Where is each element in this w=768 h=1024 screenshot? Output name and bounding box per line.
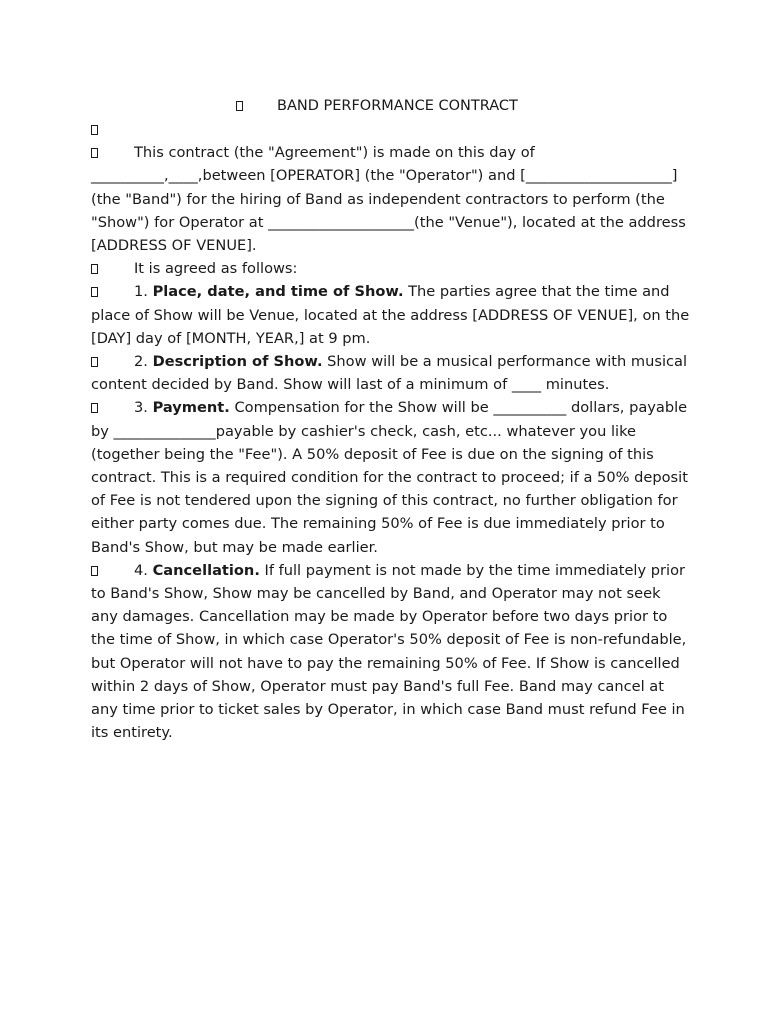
band-blank: [____________________] xyxy=(520,167,678,185)
bullet-box-icon xyxy=(91,403,98,413)
section-number: 1. xyxy=(134,283,148,301)
section-paragraph xyxy=(91,350,691,396)
section-paragraph xyxy=(91,559,691,745)
agreed-paragraph xyxy=(91,257,691,280)
title-line xyxy=(236,96,518,116)
agreed-text: It is agreed as follows: xyxy=(134,260,298,278)
section-text: Show will be a musical performance with musical content decided by Band. Show will last of a minimum of ____ minutes. xyxy=(91,353,688,394)
date-blanks: __________,____, xyxy=(91,167,203,185)
document-body xyxy=(91,118,691,744)
document-title: BAND PERFORMANCE CONTRACT xyxy=(277,98,518,114)
section-heading: Payment. xyxy=(152,399,230,417)
intro-text-2: between [OPERATOR] (the "Operator") and xyxy=(202,167,516,185)
intro-text-4: (the "Venue"), located at the address [ADDRESS OF VENUE]. xyxy=(91,213,686,255)
venue-blank: ____________________ xyxy=(268,213,415,231)
section-number: 3. xyxy=(134,399,148,417)
section-paragraph xyxy=(91,396,691,558)
bullet-box-icon xyxy=(91,264,98,274)
section-text: If full payment is not made by the time immediately prior to Band's Show, Show may be cancelled by Band, and Operator may not seek any damages. Cancellation may be made by Operator before two days prior to the time of Show, in which case Operator's 50% deposit of Fee is non-refundable, but Operator will not have to pay the remaining 50% of Fee. If Show is cancelled within 2 days of Show, Operator must pay Band's full Fee. Band may cancel at any time prior to ticket sales by Operator, in which case Band must refund Fee in its entirety. xyxy=(91,561,687,742)
bullet-box-icon xyxy=(91,566,98,576)
section-heading: Place, date, and time of Show. xyxy=(152,283,404,301)
section-number: 2. xyxy=(134,353,148,371)
bullet-box-icon xyxy=(236,101,243,111)
bullet-box-icon xyxy=(91,148,98,158)
intro-text-1: This contract (the "Agreement") is made on this day of xyxy=(134,144,535,162)
bullet-box-icon xyxy=(91,357,98,367)
section-text: Compensation for the Show will be __________ dollars, payable by ______________payable by cashier's check, cash, etc... whatever you like (together being the "Fee"). A 50% deposit of Fee is due on the signing of this contract. This is a required condition for the contract to proceed; if a 50% deposit of Fee is not tendered upon the signing of this contract, no further obligation for either party comes due. The remaining 50% of Fee is due immediately prior to Band's Show, but may be made earlier. xyxy=(91,399,688,556)
intro-paragraph xyxy=(91,141,691,257)
empty-paragraph xyxy=(91,118,691,141)
section-text: The parties agree that the time and place of Show will be Venue, located at the address [ADDRESS OF VENUE], on the [DAY] day of [MONTH, YEAR,] at 9 pm. xyxy=(91,283,690,347)
section-heading: Cancellation. xyxy=(152,561,260,579)
bullet-box-icon xyxy=(91,287,98,297)
bullet-box-icon xyxy=(91,125,98,135)
intro-text-3: (the "Band") for the hiring of Band as independent contractors to perform (the "Show") for Operator at xyxy=(91,190,665,231)
section-number: 4. xyxy=(134,561,148,579)
section-heading: Description of Show. xyxy=(152,353,323,371)
section-paragraph xyxy=(91,280,691,350)
